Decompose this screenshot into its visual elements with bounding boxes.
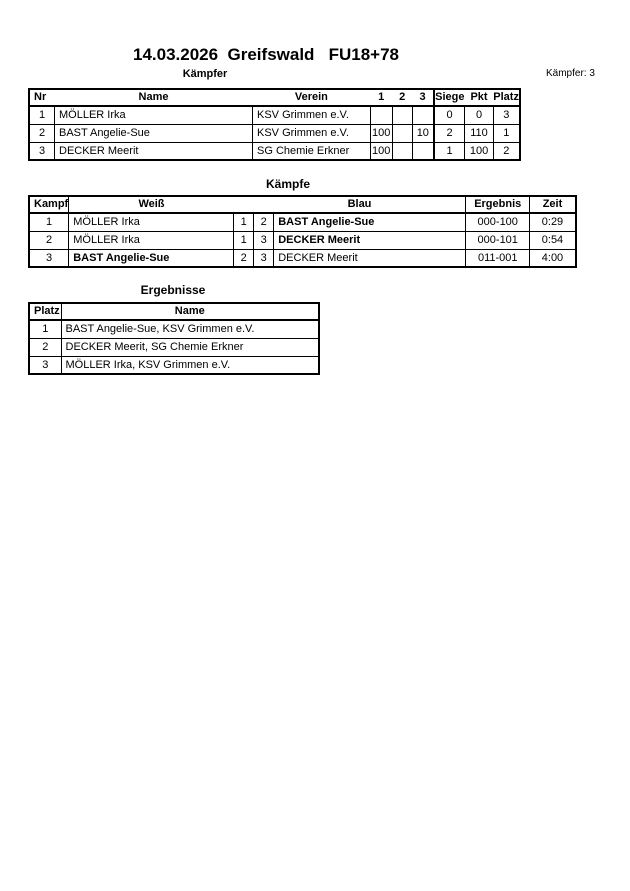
score-2 [392, 124, 412, 142]
score-1 [370, 106, 392, 124]
fighter-name: DECKER Meerit [55, 142, 253, 160]
blue-fighter-nr: 3 [254, 249, 274, 267]
wins-value: 1 [434, 142, 465, 160]
col-header-pkt: Pkt [465, 89, 493, 106]
fighter-nr: 3 [29, 142, 55, 160]
score-3 [412, 106, 434, 124]
final-place: 1 [29, 320, 61, 338]
score-1: 100 [370, 142, 392, 160]
points-value: 110 [465, 124, 493, 142]
fighter-name: BAST Angelie-Sue [55, 124, 253, 142]
wins-value: 2 [434, 124, 465, 142]
bout-time: 0:54 [530, 231, 576, 249]
ergebnisse-table-wrapper [28, 302, 320, 375]
col-header-spacer [234, 196, 254, 213]
white-fighter: MÖLLER Irka [69, 213, 234, 231]
col-header-nr: Nr [29, 89, 55, 106]
place-value: 2 [493, 142, 520, 160]
final-name: MÖLLER Irka, KSV Grimmen e.V. [61, 356, 319, 374]
final-place: 3 [29, 356, 61, 374]
fighter-name: MÖLLER Irka [55, 106, 253, 124]
ergebnisse-row [29, 338, 319, 356]
place-value: 3 [493, 106, 520, 124]
score-3: 10 [412, 124, 434, 142]
kaempfer-header-row [29, 89, 520, 106]
ergebnisse-row [29, 320, 319, 338]
bout-time: 4:00 [530, 249, 576, 267]
points-value: 0 [465, 106, 493, 124]
kaempfer-row [29, 106, 520, 124]
col-header-platz: Platz [493, 89, 520, 106]
score-1: 100 [370, 124, 392, 142]
blue-fighter: DECKER Meerit [274, 231, 466, 249]
ergebnisse-row [29, 356, 319, 374]
final-name: BAST Angelie-Sue, KSV Grimmen e.V. [61, 320, 319, 338]
score-2 [392, 142, 412, 160]
white-fighter-nr: 1 [234, 231, 254, 249]
kaempfer-row [29, 124, 520, 142]
white-fighter-nr: 1 [234, 213, 254, 231]
fighter-nr: 2 [29, 124, 55, 142]
blue-fighter-nr: 3 [254, 231, 274, 249]
col-header-kampf: Kampf [29, 196, 69, 213]
col-header-zeit: Zeit [530, 196, 576, 213]
kaempfe-row [29, 213, 576, 231]
col-header-name: Name [61, 303, 319, 320]
col-header-2: 2 [392, 89, 412, 106]
blue-fighter: DECKER Meerit [274, 249, 466, 267]
ergebnisse-header-row [29, 303, 319, 320]
fighter-club: KSV Grimmen e.V. [253, 124, 371, 142]
kaempfe-table [28, 195, 577, 268]
col-header-ergebnis: Ergebnis [466, 196, 530, 213]
place-value: 1 [493, 124, 520, 142]
bout-nr: 3 [29, 249, 69, 267]
col-header-siege: Siege [434, 89, 465, 106]
col-header-platz: Platz [29, 303, 61, 320]
wins-value: 0 [434, 106, 465, 124]
col-header-weiss: Weiß [69, 196, 234, 213]
kaempfe-header-row [29, 196, 576, 213]
col-header-1: 1 [370, 89, 392, 106]
points-value: 100 [465, 142, 493, 160]
blue-fighter-nr: 2 [254, 213, 274, 231]
white-fighter: BAST Angelie-Sue [69, 249, 234, 267]
event-title: 14.03.2026 Greifswald FU18+78 [132, 45, 400, 64]
white-fighter: MÖLLER Irka [69, 231, 234, 249]
score-3 [412, 142, 434, 160]
white-fighter-nr: 2 [234, 249, 254, 267]
final-name: DECKER Meerit, SG Chemie Erkner [61, 338, 319, 356]
kaempfe-table-wrapper [28, 195, 577, 268]
col-header-verein: Verein [253, 89, 371, 106]
bout-time: 0:29 [530, 213, 576, 231]
ergebnisse-table [28, 302, 320, 375]
bout-result: 000-101 [466, 231, 530, 249]
ergebnisse-section-title: Ergebnisse [140, 283, 206, 297]
kaempfe-row [29, 249, 576, 267]
kaempfer-table-wrapper [28, 88, 521, 161]
bout-nr: 1 [29, 213, 69, 231]
fighter-club: KSV Grimmen e.V. [253, 106, 371, 124]
fighter-club: SG Chemie Erkner [253, 142, 371, 160]
bout-result: 011-001 [466, 249, 530, 267]
bout-result: 000-100 [466, 213, 530, 231]
fighter-nr: 1 [29, 106, 55, 124]
fighter-count-label: Kämpfer: 3 [546, 68, 595, 79]
col-header-3: 3 [412, 89, 434, 106]
kaempfe-section-title: Kämpfe [265, 177, 310, 191]
score-2 [392, 106, 412, 124]
col-header-blau: Blau [254, 196, 466, 213]
col-header-name: Name [55, 89, 253, 106]
blue-fighter: BAST Angelie-Sue [274, 213, 466, 231]
final-place: 2 [29, 338, 61, 356]
kaempfe-row [29, 231, 576, 249]
kaempfer-section-title: Kämpfer [182, 68, 228, 80]
kaempfer-table [28, 88, 521, 161]
bout-nr: 2 [29, 231, 69, 249]
kaempfer-row [29, 142, 520, 160]
